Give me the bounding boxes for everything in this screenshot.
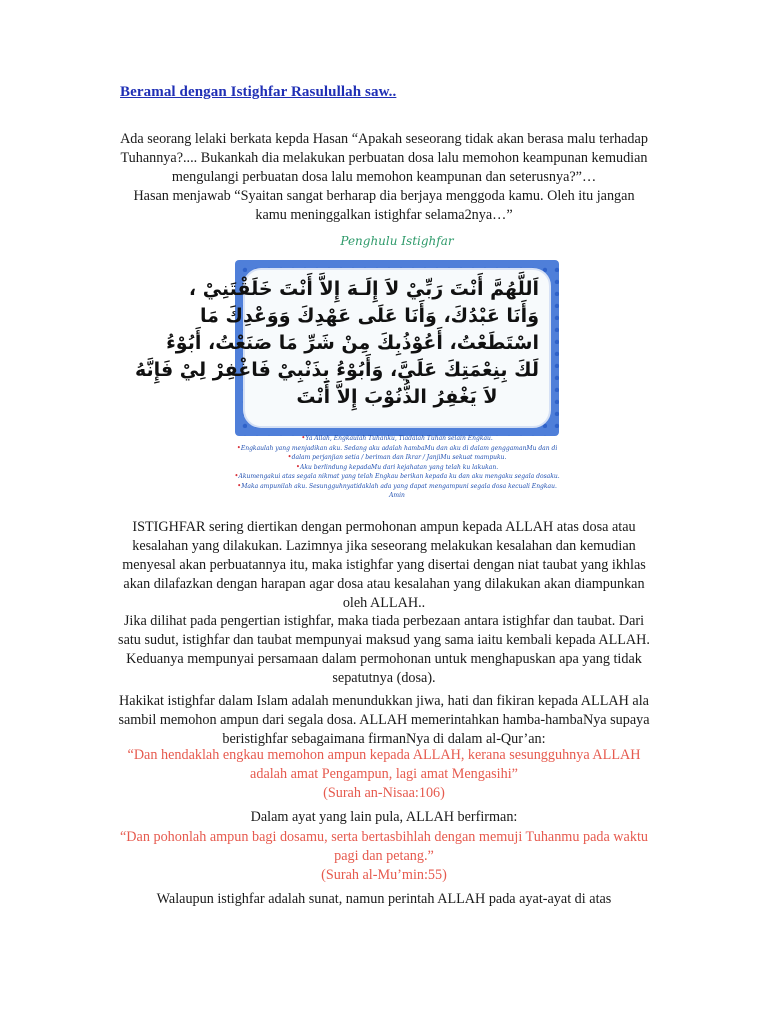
translation-item: • Akumengakui atas segala nikmat yang telah Engkau berikan kepada ku dan aku mengaku segala dosaku. (232, 472, 562, 482)
translation-item: • dalam perjanjian setia / beriman dan Ikrar / JanjiMu sekuat mampuku. (232, 453, 562, 463)
decorative-frame (134, 260, 559, 436)
text-line: ISTIGHFAR sering diertikan dengan permohonan ampun kepada ALLAH atas dosa atau (132, 519, 636, 535)
translation-item: • Aku berlindung kepadaMu dari kejahatan yang telah ku lakukan. (232, 463, 562, 473)
text-line: Walaupun istighfar adalah sunat, namun perintah ALLAH pada ayat-ayat di atas (156, 891, 612, 907)
text-line: Ada seorang lelaki berkata kepda Hasan “Apakah seseorang tidak akan berasa malu terhadap (120, 131, 648, 147)
text-line: sepatutnya (dosa). (332, 670, 436, 686)
taubat-paragraph (100, 612, 668, 688)
arabic-line: لاَ يَغْفِرُ الذُّنُوْبَ إِلاَّ أَنْتَ (296, 386, 498, 408)
translation-list (232, 434, 562, 500)
arabic-line: اَللَّهُمَّ أَنْتَ رَبِّيْ لاَ إِلَـهَ إِلاَّ أَنْتَ خَلَقْتَنِيْ ، (188, 278, 539, 300)
text-line: akan dilafazkan dengan harapan agar dosa atau kesalahan yang dilakukan akan diampunkan (123, 576, 645, 592)
lain-paragraph (100, 808, 668, 827)
quote-reference: (Surah al-Mu’min:55) (321, 867, 447, 883)
translation-item: • Maka ampunilah aku. Sesungguhnyatidaklah ada yang dapat mengampuni segala dosa kecuali Engkau. Amin (232, 482, 562, 500)
arabic-prayer (134, 276, 539, 411)
text-line: Jika dilihat pada pengertian istighfar, maka tiada perbezaan antara istighfar dan taubat. Dari (123, 613, 645, 629)
quote-line: “Dan hendaklah engkau memohon ampun kepada ALLAH, kerana sesungguhnya ALLAH (127, 747, 641, 763)
meaning-paragraph (100, 518, 668, 613)
text-line: Tuhannya?.... Bukankah dia melakukan perbuatan dosa lalu memohon keampunan kemudian (120, 150, 648, 166)
quote-line: “Dan pohonlah ampun bagi dosamu, serta bertasbihlah dengan memuji Tuhanmu pada waktu (120, 829, 648, 845)
quran-quote-2 (100, 828, 668, 885)
text-line: Dalam ayat yang lain pula, ALLAH berfirman: (250, 809, 518, 825)
figure-heading: Penghulu Istighfar (340, 234, 454, 248)
text-line: oleh ALLAH.. (342, 595, 426, 611)
text-line: Keduanya mempunyai persamaan dalam permohonan untuk menghapuskan apa yang tidak (126, 651, 642, 667)
frame-inner (134, 268, 551, 428)
quote-line: adalah amat Pengampun, lagi amat Mengasihi” (250, 766, 518, 782)
text-line: beristighfar sebagaimana firmanNya di dalam al-Qur’an: (222, 731, 546, 747)
istighfar-figure (134, 234, 562, 502)
arabic-line: وَأَنَا عَبْدُكَ، وَأَنَا عَلَى عَهْدِكَ وَوَعْدِكَ مَا (200, 305, 539, 327)
arabic-line: لَكَ بِنِعْمَتِكَ عَلَيَّ، وَأَبُوْءُ بِذَنْبِيْ فَاغْفِرْ لِيْ فَإِنَّهُ (134, 359, 539, 381)
translation-item: • Engkaulah yang menjadikan aku. Sedang aku adalah hambaMu dan aku di dalam genggamanMu dan di (232, 444, 562, 454)
intro-paragraph (100, 130, 668, 225)
text-line: menyesal akan perbuatannya itu, maka istighfar yang disertai dengan niat taubat yang ikhlas (122, 557, 646, 573)
closing-paragraph (100, 890, 668, 909)
text-line: kesalahan yang dilakukan. Lazimnya jika seseorang melakukan kesalahan dan kemudian (132, 538, 636, 554)
translation-item: • Ya Allah, Engkaulah Tuhanku, Tiadalah Tuhan selain Engkau. (232, 434, 562, 444)
hakikat-paragraph (100, 692, 668, 749)
quote-reference: (Surah an-Nisaa:106) (323, 785, 445, 801)
text-line: kamu meninggalkan istighfar selama2nya…” (255, 207, 513, 223)
text-line: Hakikat istighfar dalam Islam adalah menundukkan jiwa, hati dan fikiran kepada ALLAH ala (119, 693, 649, 709)
text-line: Hasan menjawab “Syaitan sangat berharap dia berjaya menggoda kamu. Oleh itu jangan (133, 188, 635, 204)
text-line: sambil memohon ampun dari segala dosa. ALLAH memerintahkan hamba-hambaNya supaya (118, 712, 650, 728)
arabic-line: اسْتَطَعْتُ، أَعُوْذُبِكَ مِنْ شَرِّ مَا صَنَعْتُ، أَبُوْءُ (166, 332, 539, 354)
quote-line: pagi dan petang.” (334, 848, 434, 864)
text-line: satu sudut, istighfar dan taubat mempunyai maksud yang sama iaitu kembali kepada ALLAH. (118, 632, 650, 648)
text-line: mengulangi perbuatan dosa lalu memohon keampunan dan seterusnya?”… (171, 169, 597, 185)
quran-quote-1 (100, 746, 668, 803)
article-title[interactable]: Beramal dengan Istighfar Rasulullah saw.. (120, 84, 397, 100)
